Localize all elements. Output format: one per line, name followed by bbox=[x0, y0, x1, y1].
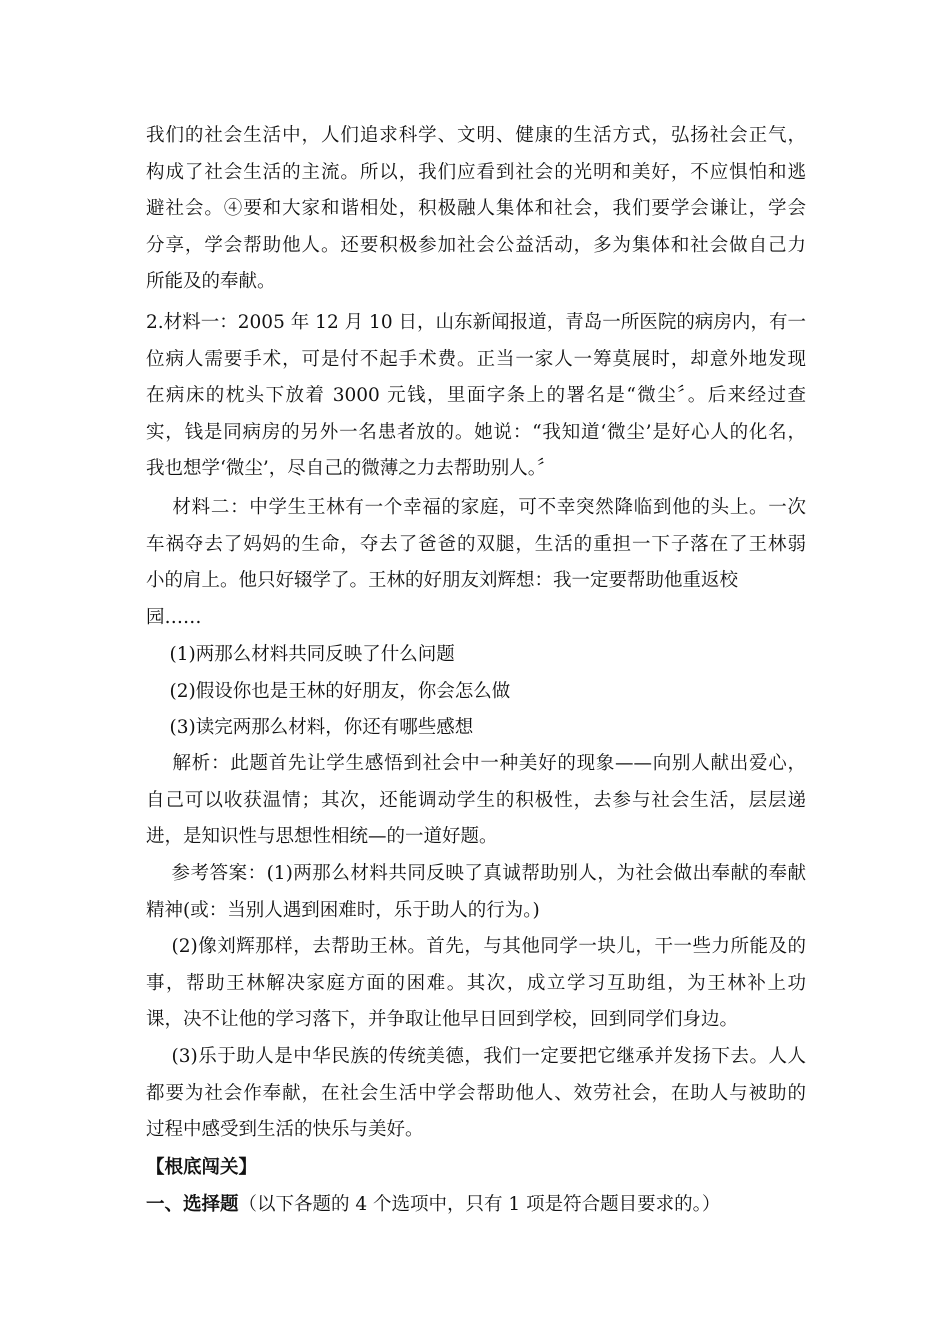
text-line: 都要为社会作奉献，在社会生活中学会帮助他人、效劳社会，在助人与被助的 bbox=[146, 1082, 806, 1104]
text-line: 园…… bbox=[146, 606, 202, 628]
sub-question-3: (3)读完两那么材料，你还有哪些感想 bbox=[146, 717, 474, 739]
text-line: 小的肩上。他只好辍学了。王林的好朋友刘辉想：我一定要帮助他重返校 bbox=[146, 570, 739, 592]
sub-questions bbox=[146, 637, 806, 747]
text-line: (3)乐于助人是中华民族的传统美德，我们一定要把它继承并发扬下去。人人 bbox=[146, 1045, 806, 1067]
paragraph-block-1 bbox=[146, 118, 806, 301]
choice-section-line bbox=[146, 1187, 806, 1224]
text-line: 避社会。④要和大家和谐相处，积极融人集体和社会，我们要学会谦让，学会 bbox=[146, 198, 806, 220]
sub-question-1: (1)两那么材料共同反映了什么问题 bbox=[146, 644, 455, 665]
text-line: 位病人需要手术，可是付不起手术费。正当一家人一筹莫展时，却意外地发现 bbox=[146, 348, 806, 370]
section-heading-block bbox=[146, 1150, 806, 1223]
text-line: (2)像刘辉那样，去帮助王林。首先，与其他同学一块儿，干一些力所能及的 bbox=[146, 936, 806, 958]
text-line: 我们的社会生活中，人们追求科学、文明、健康的生活方式，弘扬社会正气， bbox=[146, 125, 806, 146]
analysis bbox=[146, 746, 806, 856]
text-line: 分享，学会帮助他人。还要积极参加社会公益活动，多为集体和社会做自己力 bbox=[146, 234, 806, 256]
section-heading: 【根底闯关】 bbox=[146, 1157, 258, 1178]
reference-answer bbox=[146, 856, 806, 1149]
text-line: 所能及的奉献。 bbox=[146, 271, 276, 293]
question-2-material-2 bbox=[146, 490, 806, 636]
text-line: 事，帮助王林解决家庭方面的困难。其次，成立学习互助组，为王林补上功 bbox=[146, 972, 806, 994]
text-line: 解析：此题首先让学生感悟到社会中一种美好的现象——向别人献出爱心， bbox=[146, 753, 806, 774]
choice-note: （以下各题的 4 个选项中，只有 1 项是符合题目要求的。） bbox=[238, 1193, 721, 1215]
text-line: 自己可以收获温情；其次，还能调动学生的积极性，去参与社会生活，层层递 bbox=[146, 789, 806, 811]
text-line: 进，是知识性与思想性相统—的一道好题。 bbox=[146, 826, 498, 848]
text-line: 参考答案：(1)两那么材料共同反映了真诚帮助别人，为社会做出奉献的奉献 bbox=[146, 863, 806, 884]
choice-title: 一、选择题 bbox=[146, 1193, 239, 1215]
text-line: 实，钱是同病房的另外一名患者放的。她说：“我知道‘微尘’是好心人的化名， bbox=[146, 421, 806, 443]
text-line: 车祸夺去了妈妈的生命，夺去了爸爸的双腿，生活的重担一下子落在了王林弱 bbox=[146, 533, 806, 555]
text-line: 2.材料一：2005 年 12 月 10 日，山东新闻报道，青岛一所医院的病房内，有一 bbox=[146, 312, 806, 333]
text-line: 材料二：中学生王林有一个幸福的家庭，可不幸突然降临到他的头上。一次 bbox=[146, 497, 806, 518]
text-line: 构成了社会生活的主流。所以，我们应看到社会的光明和美好，不应惧怕和逃 bbox=[146, 161, 806, 183]
text-line: 在病床的枕头下放着 3000 元钱，里面字条上的署名是“微尘〞。后来经过查 bbox=[146, 385, 806, 407]
text-line: 精神(或：当别人遇到困难时，乐于助人的行为。) bbox=[146, 899, 540, 921]
sub-question-2: (2)假设你也是王林的好朋友，你会怎么做 bbox=[146, 680, 511, 702]
text-line: 我也想学‘微尘’，尽自己的微薄之力去帮助别人。〞 bbox=[146, 458, 556, 480]
question-2-material-1 bbox=[146, 305, 806, 488]
text-line: 过程中感受到生活的快乐与美好。 bbox=[146, 1119, 424, 1141]
text-line: 课，决不让他的学习落下，并争取让他早日回到学校，回到同学们身边。 bbox=[146, 1009, 739, 1031]
